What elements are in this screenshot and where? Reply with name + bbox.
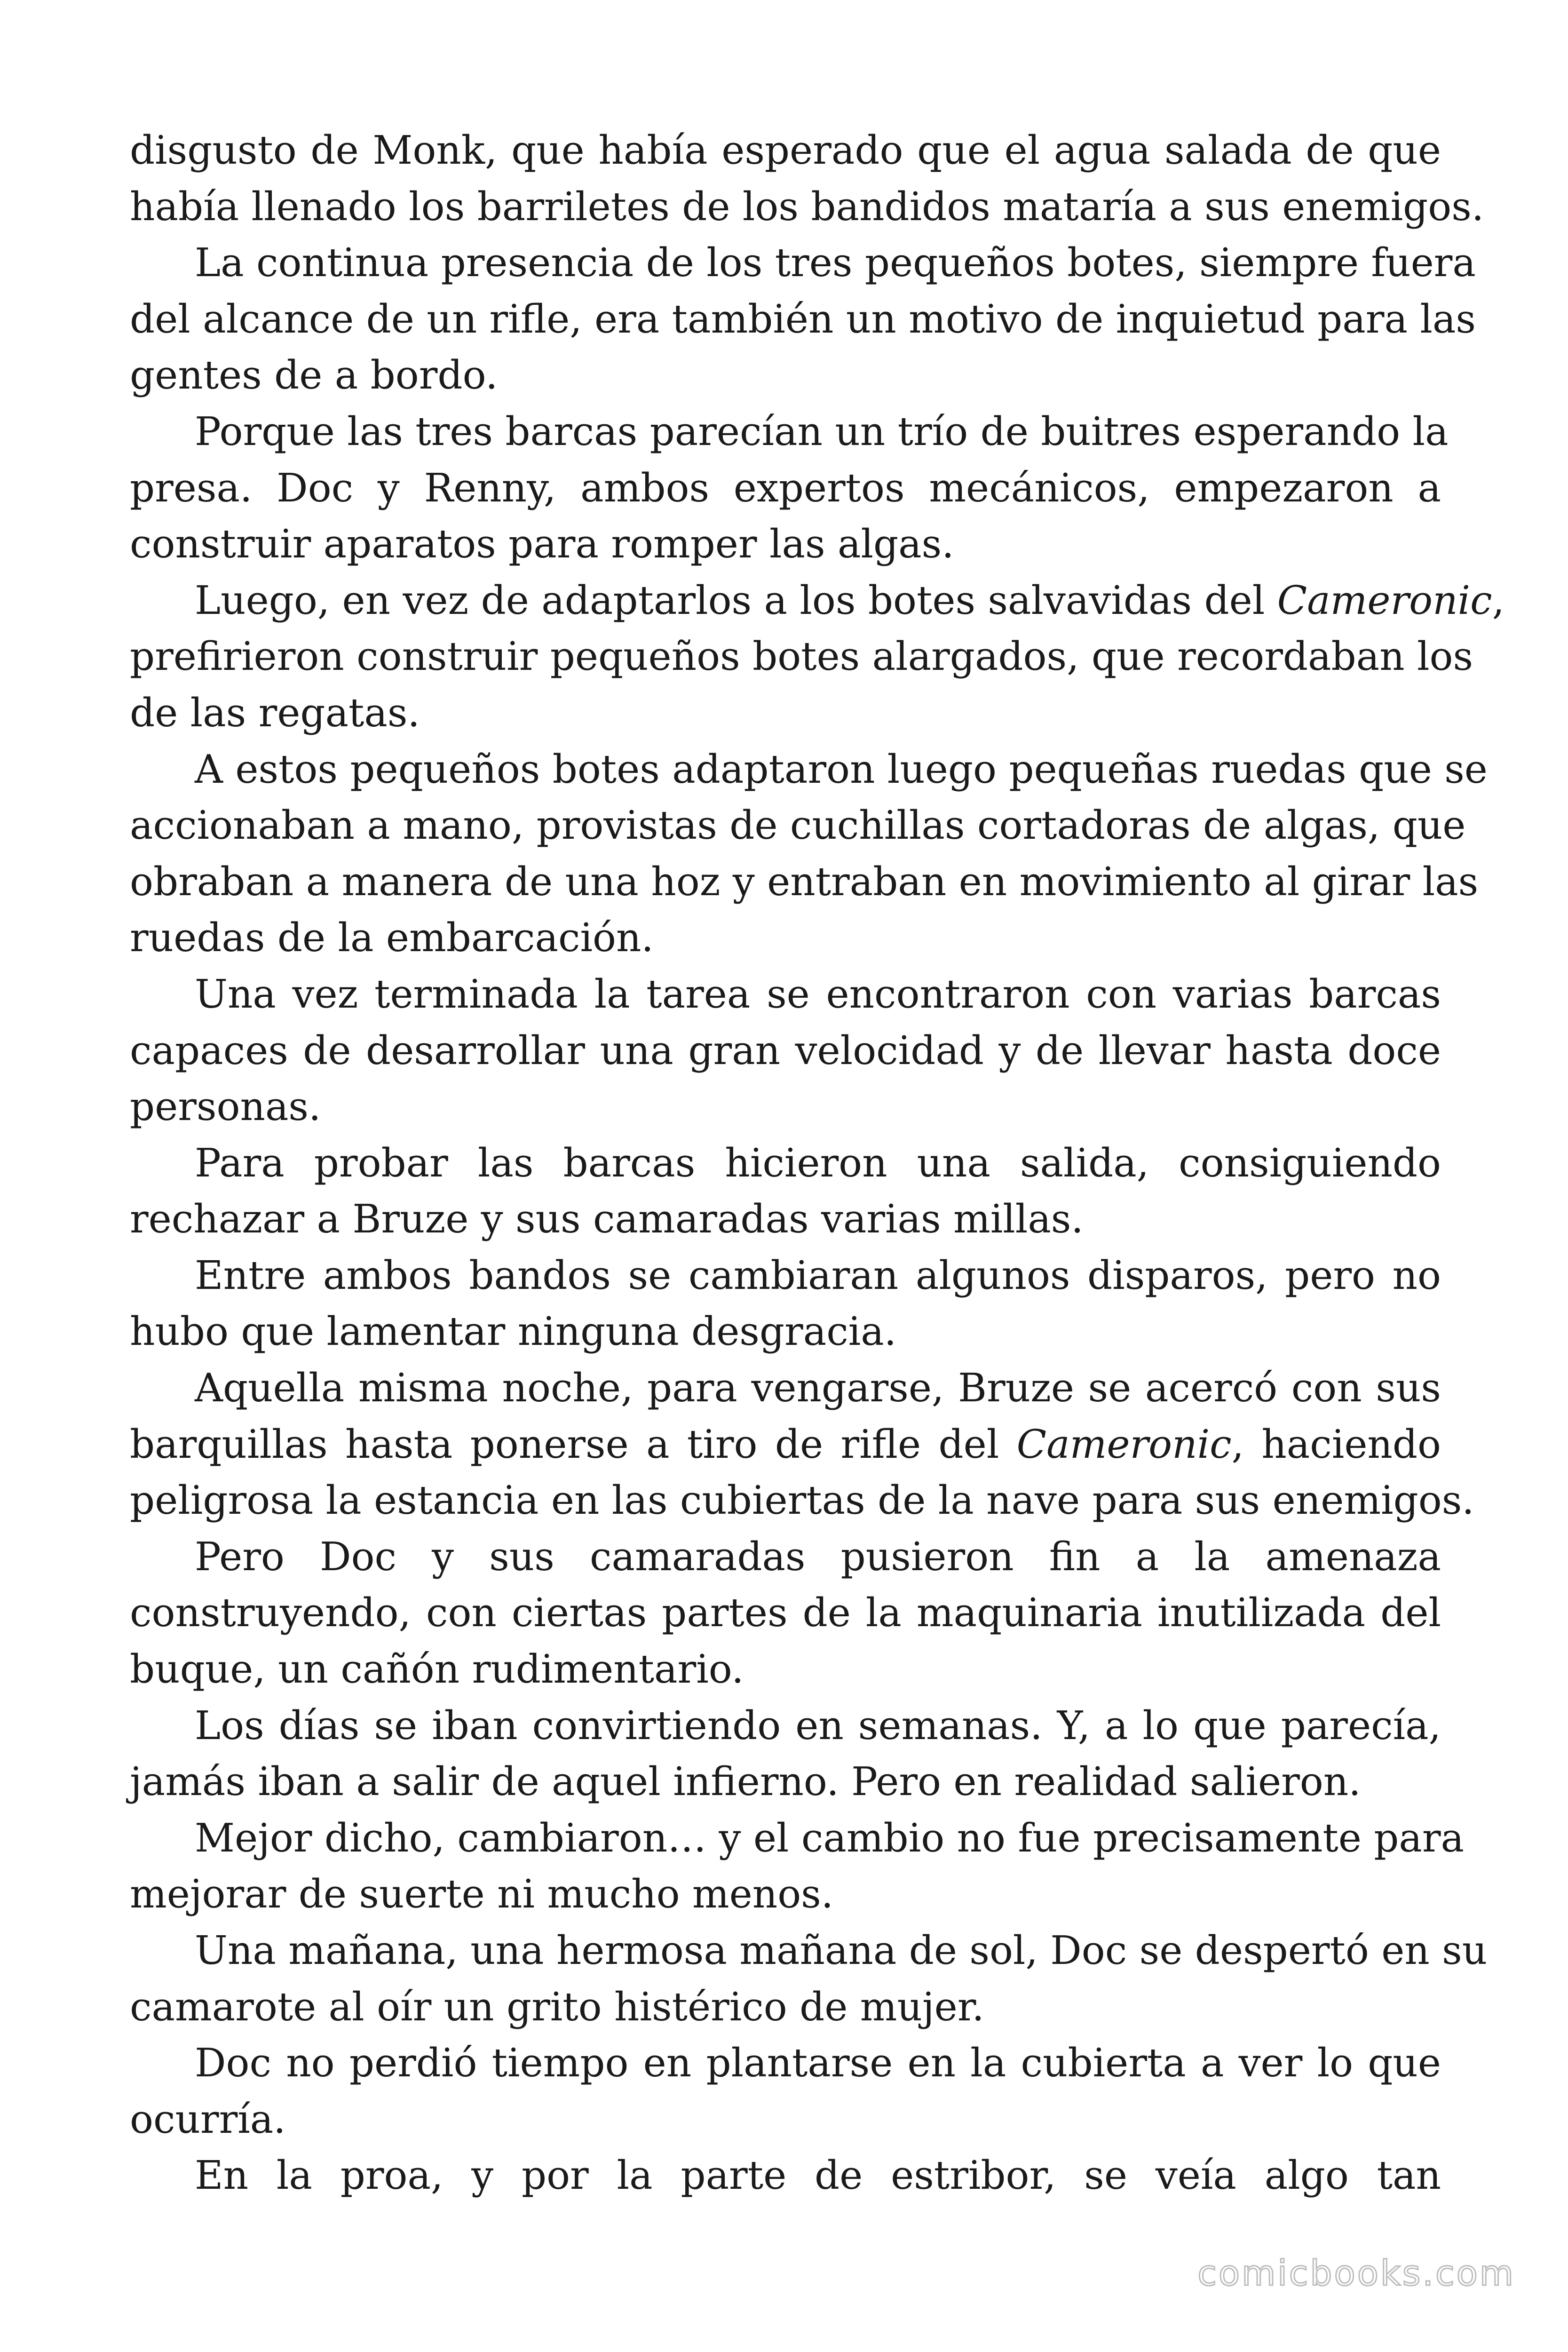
paragraph [130,1698,1441,1810]
paragraph [130,122,1484,235]
text-line: de las regatas. [130,690,420,736]
text-line: La continua presencia de los tres pequeños botes, siempre fuera [195,240,1476,286]
text-line: peligrosa la estancia en las cubiertas de la nave para sus enemigos. [130,1478,1474,1524]
paragraph [130,1135,1441,1248]
text-line: buque, un cañón rudimentario. [130,1646,744,1692]
text-line: jamás iban a salir de aquel infierno. Pero en realidad salieron. [130,1759,1361,1805]
ship-name: Cameronic [1277,577,1492,623]
paragraph [130,1810,1464,1923]
text-line: Porque las tres barcas parecían un trío de buitres esperando la [195,408,1449,454]
text-line: obraban a manera de una hoz y entraban en movimiento al girar las [130,858,1479,905]
text-line: capaces de desarrollar una gran velocidad y de llevar hasta doce [130,1027,1441,1073]
text-line: había llenado los barriletes de los bandidos mataría a sus enemigos. [130,183,1484,230]
paragraph [130,966,1441,1135]
text-line: ruedas de la embarcación. [130,915,654,961]
text-line: ocurría. [130,2096,286,2142]
text-line: gentes de a bordo. [130,352,498,398]
text-line: Los días se iban convirtiendo en semanas. Y, a lo que parecía, [195,1702,1441,1748]
text-line: rechazar a Bruze y sus camaradas varias millas. [130,1196,1084,1242]
paragraph [130,2035,1441,2147]
text-line: Mejor dicho, cambiaron… y el cambio no fue precisamente para [195,1815,1464,1861]
text-line: Para probar las barcas hicieron una salida, consiguiendo [195,1140,1441,1186]
text-line: construir aparatos para romper las algas. [130,521,954,567]
text-line: Pero Doc y sus camaradas pusieron fin a la amenaza [195,1534,1441,1580]
text-line: Entre ambos bandos se cambiaran algunos disparos, pero no [195,1252,1441,1298]
paragraph [130,1529,1441,1698]
text-line: accionaban a mano, provistas de cuchillas cortadoras de algas, que [130,803,1466,849]
paragraph [130,741,1488,966]
text-line: Aquella misma noche, para vengarse, Bruze se acercó con sus [195,1365,1441,1411]
text-line: En la proa, y por la parte de estribor, se veía algo tan [195,2153,1441,2199]
paragraph [130,1248,1441,1360]
paragraph [130,2147,1441,2204]
text-line: barquillas hasta ponerse a tiro de rifle del Cameronic, haciendo [130,1421,1441,1467]
text-line: mejorar de suerte ni mucho menos. [130,1871,834,1917]
text-line: presa. Doc y Renny, ambos expertos mecánicos, empezaron a [130,465,1441,511]
text-line: disgusto de Monk, que había esperado que el agua salada de que [130,127,1441,173]
paragraph [130,235,1476,404]
text-line: personas. [130,1084,321,1130]
paragraph [130,1360,1474,1529]
text-line: camarote al oír un grito histérico de mujer. [130,1984,984,2030]
text-line: del alcance de un rifle, era también un motivo de inquietud para las [130,296,1476,342]
text-line: A estos pequeños botes adaptaron luego pequeñas ruedas que se [195,746,1488,792]
paragraph [130,572,1505,741]
text-line: Una vez terminada la tarea se encontraron con varias barcas [195,971,1441,1017]
paragraph [130,1923,1488,2035]
text-line: prefirieron construir pequeños botes alargados, que recordaban los [130,634,1473,680]
watermark: comicbooks.com [1197,2253,1515,2294]
ship-name: Cameronic [1016,1421,1232,1467]
body-text [130,122,1505,2204]
text-line: Una mañana, una hermosa mañana de sol, Doc se despertó en su [195,1928,1488,1973]
paragraph [130,404,1449,572]
text-line: construyendo, con ciertas partes de la maquinaria inutilizada del [130,1590,1441,1636]
text-line: Doc no perdió tiempo en plantarse en la cubierta a ver lo que [195,2040,1441,2086]
text-line: hubo que lamentar ninguna desgracia. [130,1309,897,1355]
text-line: Luego, en vez de adaptarlos a los botes salvavidas del Cameronic, [195,577,1505,623]
